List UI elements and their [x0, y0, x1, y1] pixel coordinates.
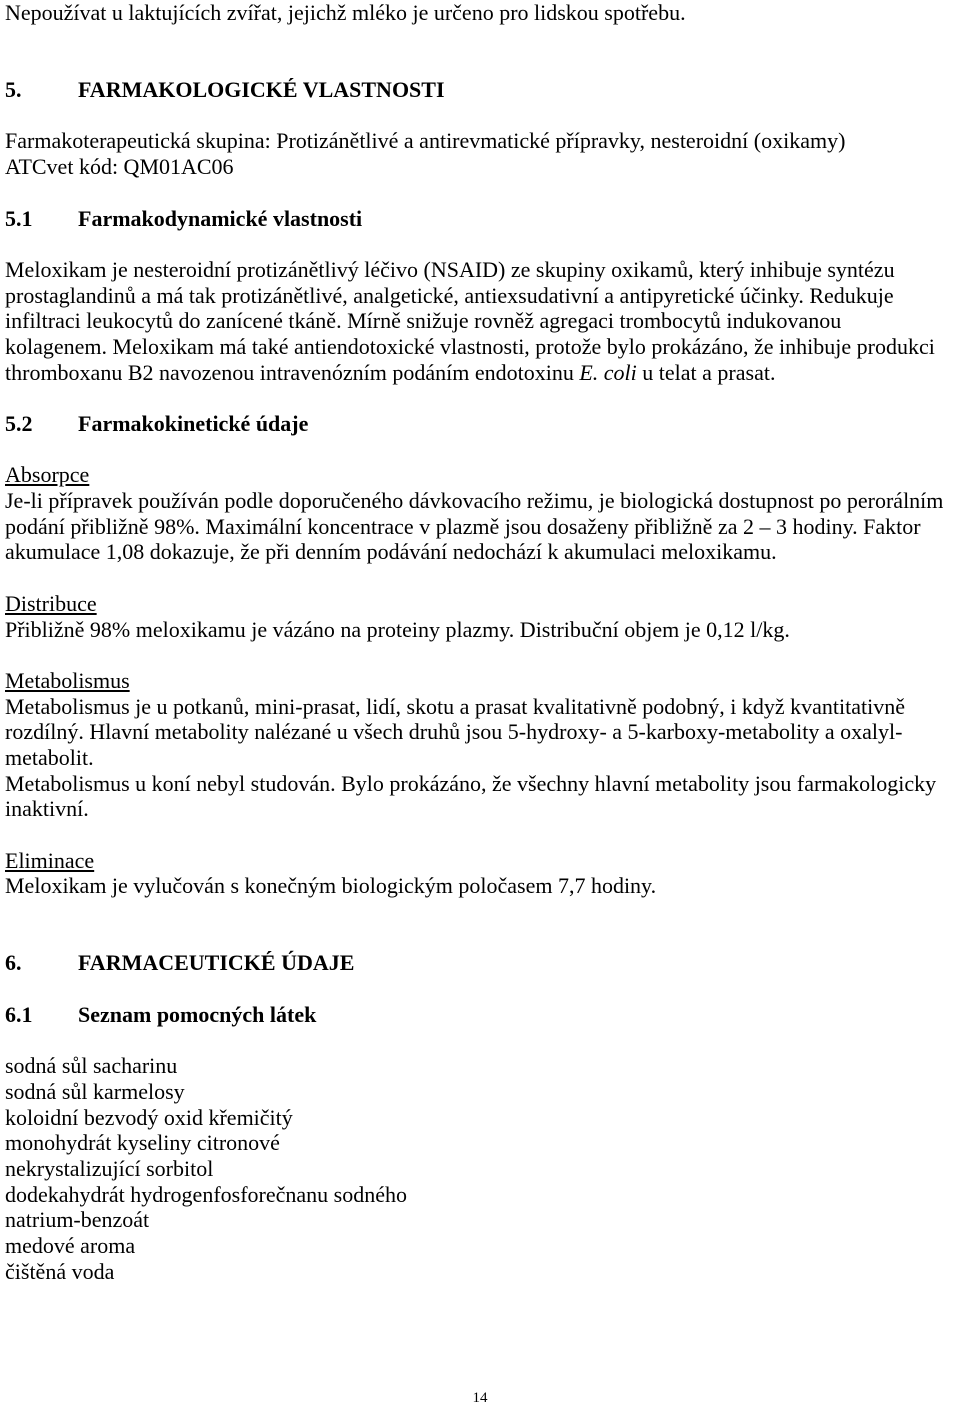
subheading-absorpce: Absorpce [5, 462, 90, 488]
spacer [5, 103, 955, 129]
section-6-heading [5, 950, 955, 976]
excipient-item: medové aroma [5, 1233, 136, 1258]
paragraph-line: kolagenem. Meloxikam má také antiendotoxické vlastnosti, protože bylo prokázáno, že inhibuje produkci [5, 333, 935, 359]
text-run: thromboxanu B2 navozenou intravenózním podáním endotoxinu [5, 359, 580, 385]
therapeutic-group: Farmakoterapeutická skupina: Protizánětlivé a antirevmatické přípravky, nesteroidní (oxikamy) [5, 128, 846, 154]
species-name-italic: E. coli [579, 359, 637, 385]
spacer [5, 180, 955, 206]
intro-line: Nepoužívat u laktujících zvířat, jejichž mléko je určeno pro lidskou spotřebu. [5, 0, 686, 25]
excipient-item: čištěná voda [5, 1258, 115, 1284]
spacer [5, 822, 955, 848]
subheading-eliminace: Eliminace [5, 847, 95, 873]
paragraph-line: akumulace 1,08 dokazuje, že při denním podávání nedochází k akumulaci meloxikamu. [5, 539, 777, 565]
section-title: FARMACEUTICKÉ ÚDAJE [78, 950, 355, 976]
excipient-item: koloidní bezvodý oxid křemičitý [5, 1104, 293, 1130]
excipient-item: nekrystalizující sorbitol [5, 1155, 214, 1181]
paragraph-line: Meloxikam je nesteroidní protizánětlivý léčivo (NSAID) ze skupiny oxikamů, který inhibuje syntézu [5, 256, 895, 282]
section-number: 5.1 [5, 205, 33, 231]
subheading-distribuce: Distribuce [5, 590, 97, 616]
paragraph-line: rozdílný. Hlavní metabolity nalézané u všech druhů jsou 5-hydroxy- a 5-karboxy-metabolity a oxalyl- [5, 719, 903, 745]
section-title: Farmakokinetické údaje [78, 411, 309, 436]
excipient-item: dodekahydrát hydrogenfosforečnanu sodného [5, 1181, 407, 1207]
spacer [5, 231, 955, 257]
section-title: Farmakodynamické vlastnosti [78, 205, 363, 231]
section-6-1-heading [5, 1002, 955, 1028]
section-5-2-heading [5, 411, 955, 437]
excipient-item: sodná sůl sacharinu [5, 1053, 178, 1079]
paragraph-line: metabolit. [5, 744, 94, 770]
excipient-item: monohydrát kyseliny citronové [5, 1130, 280, 1156]
spacer [5, 565, 955, 591]
spacer [5, 976, 955, 1002]
spacer [5, 437, 955, 463]
paragraph-line: inaktivní. [5, 796, 89, 822]
paragraph-line: Metabolismus je u potkanů, mini-prasat, lidí, skotu a prasat kvalitativně podobný, i když kvantitativně [5, 693, 906, 719]
section-number: 6.1 [5, 1001, 33, 1027]
section-number: 6. [5, 950, 22, 976]
spacer [5, 1028, 955, 1054]
paragraph-line: podání přibližně 98%. Maximální koncentrace v plazmě jsou dosaženy přibližně za 2 – 3 hodiny. Faktor [5, 513, 921, 539]
spacer [5, 642, 955, 668]
excipient-item: natrium-benzoát [5, 1207, 150, 1233]
paragraph-line: prostaglandinů a má tak protizánětlivé, analgetické, antiexsudativní a antipyretické účinky. Redukuje [5, 282, 894, 308]
paragraph-line: Přibližně 98% meloxikamu je vázáno na proteiny plazmy. Distribuční objem je 0,12 l/kg. [5, 616, 790, 642]
spacer [5, 899, 955, 925]
paragraph-line: Metabolismus u koní nebyl studován. Bylo prokázáno, že všechny hlavní metabolity jsou farmakologicky [5, 770, 937, 796]
section-number: 5. [5, 77, 22, 103]
paragraph-line: infiltraci leukocytů do zanícené tkáně. Mírně snižuje rovněž agregaci trombocytů indukovanou [5, 308, 842, 334]
section-number: 5.2 [5, 411, 33, 436]
text-run: u telat a prasat. [636, 359, 776, 385]
paragraph-line: Je-li přípravek používán podle doporučeného dávkovacího režimu, je biologická dostupnost po perorálním [5, 488, 944, 514]
section-5-heading [5, 77, 955, 103]
subheading-metabolismus: Metabolismus [5, 667, 130, 693]
section-title: Seznam pomocných látek [78, 1001, 317, 1027]
page-number: 14 [472, 1390, 488, 1405]
excipient-item: sodná sůl karmelosy [5, 1078, 185, 1104]
spacer [5, 26, 955, 52]
section-title: FARMAKOLOGICKÉ VLASTNOSTI [78, 77, 445, 103]
section-5-1-heading [5, 206, 955, 232]
spacer [5, 925, 955, 951]
atcvet-code: ATCvet kód: QM01AC06 [5, 154, 234, 180]
paragraph-line [5, 360, 955, 386]
spacer [5, 385, 955, 411]
page-content [5, 0, 955, 1284]
spacer [5, 51, 955, 77]
paragraph-line: Meloxikam je vylučován s konečným biologickým poločasem 7,7 hodiny. [5, 873, 657, 899]
